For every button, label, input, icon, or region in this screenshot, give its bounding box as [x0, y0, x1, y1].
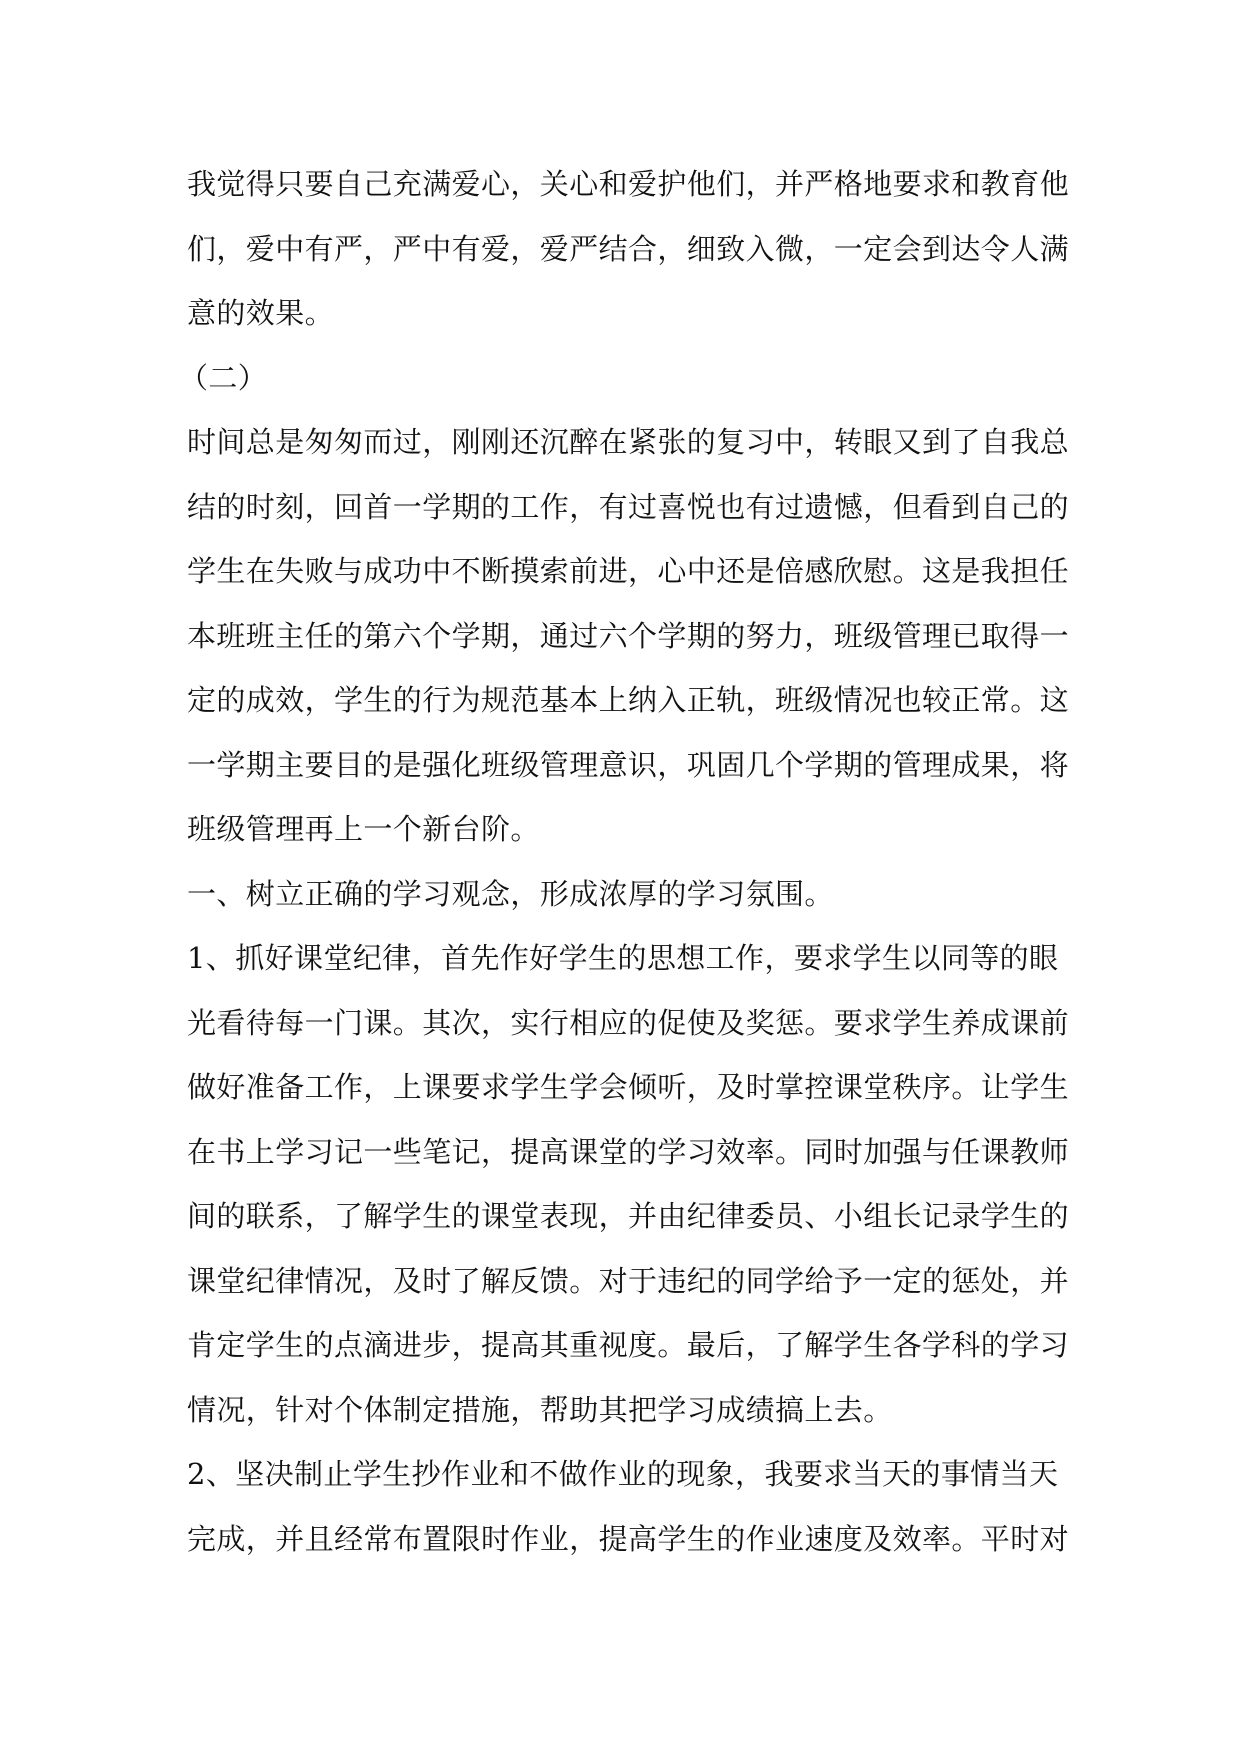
text-line: 完成，并且经常布置限时作业，提高学生的作业速度及效率。平时对	[187, 1521, 1070, 1556]
text-line: 1、抓好课堂纪律，首先作好学生的思想工作，要求学生以同等的眼	[187, 941, 1059, 975]
text-line: 时间总是匆匆而过，刚刚还沉醉在紧张的复习中，转眼又到了自我总	[187, 425, 1070, 459]
text-line: 课堂纪律情况，及时了解反馈。对于违纪的同学给予一定的惩处，并	[187, 1263, 1070, 1298]
text-line: 们，爱中有严，严中有爱，爱严结合，细致入微，一定会到达令人满	[187, 231, 1070, 266]
text-line: 做好准备工作，上课要求学生学会倾听，及时掌控课堂秩序。让学生	[187, 1070, 1070, 1104]
text-line: 定的成效，学生的行为规范基本上纳入正轨，班级情况也较正常。这	[187, 683, 1070, 717]
text-line: 我觉得只要自己充满爱心，关心和爱护他们，并严格地要求和教育他	[187, 167, 1070, 201]
text-line: 本班班主任的第六个学期，通过六个学期的努力，班级管理已取得一	[187, 618, 1070, 653]
text-line: 间的联系，了解学生的课堂表现，并由纪律委员、小组长记录学生的	[187, 1199, 1070, 1233]
text-line: 意的效果。	[187, 296, 335, 330]
text-line: 情况，针对个体制定措施，帮助其把学习成绩搞上去。	[187, 1392, 893, 1427]
text-line: 光看待每一门课。其次，实行相应的促使及奖惩。要求学生养成课前	[187, 1005, 1070, 1040]
text-line: 班级管理再上一个新台阶。	[187, 812, 540, 846]
section-number-heading: （二）	[179, 360, 268, 395]
text-line: 一学期主要目的是强化班级管理意识，巩固几个学期的管理成果，将	[187, 747, 1070, 782]
text-line: 2、坚决制止学生抄作业和不做作业的现象，我要求当天的事情当天	[187, 1457, 1059, 1491]
text-line: 结的时刻，回首一学期的工作，有过喜悦也有过遗憾，但看到自己的	[187, 489, 1070, 524]
document-body	[179, 152, 1070, 1571]
section-heading: 一、树立正确的学习观念，形成浓厚的学习氛围。	[187, 876, 834, 911]
text-line: 学生在失败与成功中不断摸索前进，心中还是倍感欣慰。这是我担任	[187, 554, 1070, 588]
text-line: 在书上学习记一些笔记，提高课堂的学习效率。同时加强与任课教师	[187, 1134, 1070, 1169]
text-line: 肯定学生的点滴进步，提高其重视度。最后，了解学生各学科的学习	[187, 1328, 1070, 1362]
